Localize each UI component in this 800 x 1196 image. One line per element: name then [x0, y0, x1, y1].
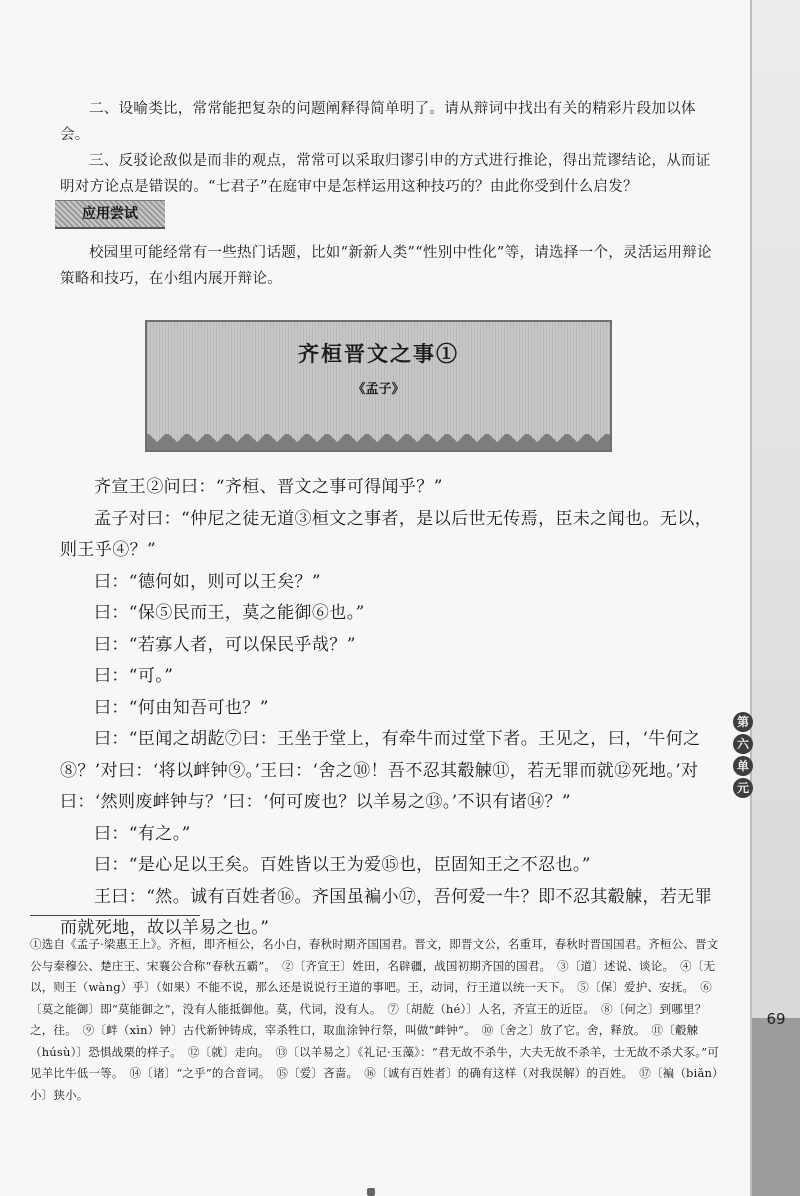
page-bottom-mark: [367, 1188, 375, 1196]
dialogue-text: [60, 472, 725, 945]
title-banner: [145, 320, 612, 452]
dialogue-line: 曰：“臣闻之胡龁⑦曰：王坐于堂上，有牵牛而过堂下者。王见之，曰，‘牛何之⑧？’对曰：‘将以衅钟⑨。’王曰：‘舍之⑩！吾不忍其觳觫⑪，若无罪而就⑫死地。’对曰：‘然则废衅钟与？’曰：‘何可废也？以羊易之⑬。’不识有诸⑭？”: [60, 729, 701, 812]
dialogue-line: 曰：“何由知吾可也？”: [94, 697, 269, 718]
footnote-divider: [30, 915, 200, 916]
footnotes: [30, 934, 725, 1106]
application-text: 校园里可能经常有一些热门话题，比如“新新人类”“性别中性化”等，请选择一个，灵活运用辩论策略和技巧，在小组内展开辩论。: [60, 245, 712, 287]
margin-lower-band: [752, 1018, 800, 1196]
unit-indicator: [733, 712, 753, 800]
unit-tab-char: 单: [733, 756, 753, 776]
unit-tab-char: 元: [733, 778, 753, 798]
dialogue-line: 孟子对曰：“仲尼之徒无道③桓文之事者，是以后世无传焉，臣未之闻也。无以，则王乎④？”: [60, 508, 713, 560]
unit-tab-char: 六: [733, 734, 753, 754]
dialogue-line: 曰：“可。”: [94, 666, 174, 686]
dialogue-line: 王曰：“然。诚有百姓者⑯。齐国虽褊小⑰，吾何爱一牛？即不忍其觳觫，若无罪而就死地，故以羊易之也。”: [60, 886, 713, 938]
article-title: 齐桓晋文之事①: [298, 341, 459, 366]
dialogue-line: 曰：“保⑤民而王，莫之能御⑥也。”: [94, 603, 365, 623]
exercise-item: 二、设喻类比，常常能把复杂的问题阐释得简单明了。请从辩词中找出有关的精彩片段加以体会。: [60, 101, 696, 143]
dialogue-line: 曰：“是心足以王矣。百姓皆以王为爱⑮也，臣固知王之不忍也。”: [94, 855, 591, 875]
exercise-list: [60, 96, 725, 200]
banner-zigzag-border: [147, 434, 610, 450]
dialogue-line: 曰：“有之。”: [94, 823, 191, 844]
dialogue-line: 曰：“若寡人者，可以保民乎哉？”: [94, 634, 356, 655]
dialogue-line: 齐宣王②问曰：“齐桓、晋文之事可得闻乎？”: [94, 477, 443, 497]
dialogue-line: 曰：“德何如，则可以王矣？”: [94, 571, 321, 592]
unit-tab-char: 第: [733, 712, 753, 732]
section-tag: 应用尝试: [55, 200, 165, 229]
article-source: 《孟子》: [352, 382, 405, 397]
page-number: 69: [766, 1010, 786, 1028]
exercise-item: 三、反驳论敌似是而非的观点，常常可以采取归谬引申的方式进行推论，得出荒谬结论，从而证明对方论点是错误的。“七君子”在庭审中是怎样运用这种技巧的？由此你受到什么启发？: [60, 153, 711, 195]
application-block: [60, 240, 725, 292]
footnote-text: ①选自《孟子·梁惠王上》。齐桓，即齐桓公，名小白，春秋时期齐国国君。晋文，即晋文公，名重耳，春秋时晋国国君。齐桓公、晋文公与秦穆公、楚庄王、宋襄公合称“春秋五霸”。 ②〔齐宣王〕姓田，名辟疆，战国初期齐国的国君。 ③〔道〕述说、谈论。 ④〔无以，则王（wàng）乎〕（如果）不能不说，那么还是说说行王道的事吧。王，动词，行王道以统一天下。 ⑤〔保〕爱护、安抚。 ⑥〔莫之能御〕即“莫能御之”，没有人能抵御他。莫，代词，没有人。 ⑦〔胡龁（hé）〕人名，齐宣王的近臣。 ⑧〔何之〕到哪里？之，往。 ⑨〔衅（xìn）钟〕古代新钟铸成，宰杀牲口，取血涂钟行祭，叫做“衅钟”。 ⑩〔舍之〕放了它。舍，释放。 ⑪〔觳觫（húsù）〕恐惧战栗的样子。 ⑫〔就〕走向。 ⑬〔以羊易之〕《礼记·玉藻》：“君无故不杀牛，大夫无故不杀羊，士无故不杀犬豕。”可见羊比牛低一等。 ⑭〔诸〕“之乎”的合音词。 ⑮〔爱〕吝啬。 ⑯〔诚有百姓者〕的确有这样（对我误解）的百姓。 ⑰〔褊（biǎn）小〕狭小。: [30, 937, 724, 1102]
